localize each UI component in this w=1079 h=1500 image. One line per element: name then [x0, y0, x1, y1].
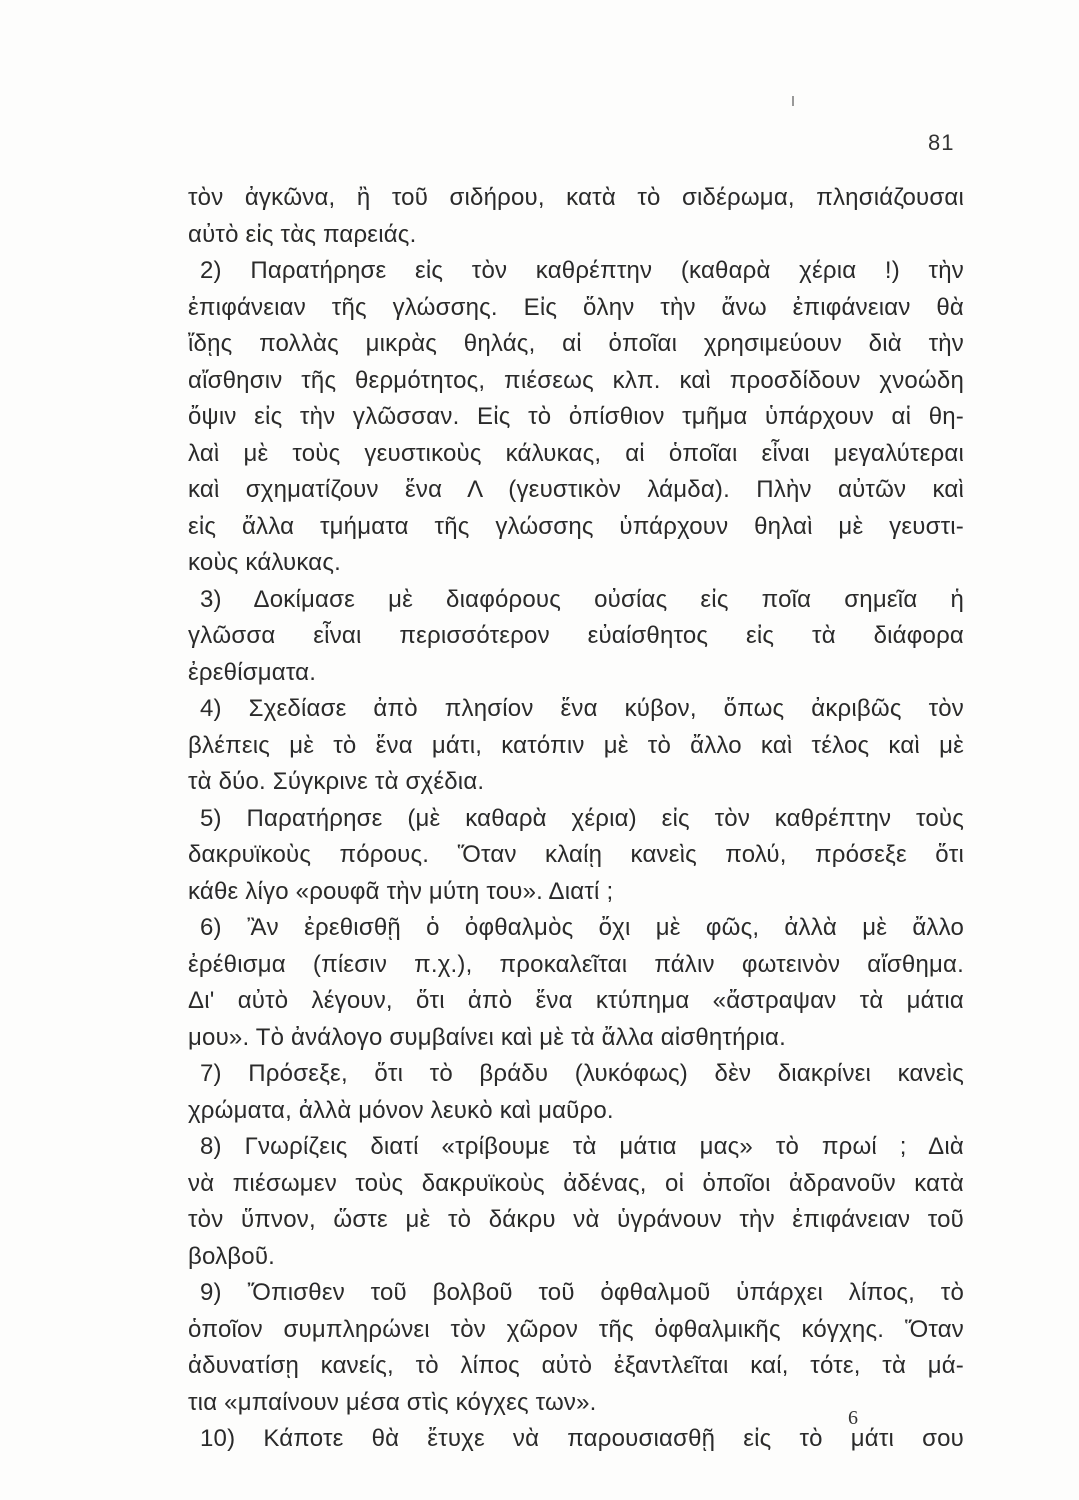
- text-line: νὰ πιέσωμεν τοὺς δακρυϊκοὺς ἀδένας, οἱ ὁποῖοι ἀδρανοῦν κατὰ: [188, 1169, 964, 1197]
- body-text: [188, 180, 964, 1458]
- text-line: καὶ σχηματίζουν ἕνα Λ (γευστικὸν λάμδα). Πλὴν αὐτῶν καὶ: [188, 476, 964, 503]
- text-line: 2) Παρατήρησε εἰς τὸν καθρέπτην (καθαρὰ χέρια !) τὴν: [200, 257, 964, 284]
- text-line: ὄψιν εἰς τὴν γλῶσσαν. Εἰς τὸ ὀπίσθιον τμῆμα ὑπάρχουν αἱ θη-: [188, 403, 964, 430]
- text-line: ἀδυνατίσῃ κανείς, τὸ λίπος αὐτὸ ἐξαντλεῖται καί, τότε, τὰ μά-: [188, 1352, 964, 1379]
- text-line: τια «μπαίνουν μέσα στὶς κόγχες των».: [188, 1388, 597, 1416]
- text-line: γλῶσσα εἶναι περισσότερον εὐαίσθητος εἰς τὰ διάφορα: [188, 622, 964, 649]
- text-line: ἐρέθισμα (πίεσιν π.χ.), προκαλεῖται πάλιν φωτεινὸν αἴσθημα.: [188, 950, 964, 978]
- printer-signature-mark: 6: [848, 1407, 858, 1429]
- text-line: δακρυϊκοὺς πόρους. Ὅταν κλαίῃ κανεὶς πολύ, πρόσεξε ὅτι: [188, 841, 964, 868]
- text-line: ὁποῖον συμπληρώνει τὸν χῶρον τῆς ὀφθαλμικῆς κόγχης. Ὅταν: [188, 1315, 964, 1343]
- text-line: μου». Τὸ ἀνάλογο συμβαίνει καὶ μὲ τὰ ἄλλα αἰσθητήρια.: [188, 1023, 786, 1051]
- text-line: 5) Παρατήρησε (μὲ καθαρὰ χέρια) εἰς τὸν καθρέπτην τοὺς: [200, 804, 964, 832]
- text-line: χρώματα, ἀλλὰ μόνον λευκὸ καὶ μαῦρο.: [188, 1096, 614, 1124]
- text-line: αὐτὸ εἰς τὰς παρειάς.: [188, 220, 417, 248]
- text-line: λαὶ μὲ τοὺς γευστικοὺς κάλυκας, αἱ ὁποῖαι εἶναι μεγαλύτεραι: [188, 439, 964, 467]
- text-line: βλέπεις μὲ τὸ ἕνα μάτι, κατόπιν μὲ τὸ ἄλλο καὶ τέλος καὶ μὲ: [188, 731, 964, 759]
- text-line: εἰς ἄλλα τμήματα τῆς γλώσσης ὑπάρχουν θηλαὶ μὲ γευστι-: [188, 512, 964, 540]
- text-line: ἴδῃς πολλὰς μικρὰς θηλάς, αἱ ὁποῖαι χρησιμεύουν διὰ τὴν: [188, 330, 964, 357]
- text-line: βολβοῦ.: [188, 1242, 276, 1270]
- text-line: ἐπιφάνειαν τῆς γλώσσης. Εἰς ὅλην τὴν ἄνω ἐπιφάνειαν θὰ: [188, 293, 964, 321]
- text-line: 4) Σχεδίασε ἀπὸ πλησίον ἕνα κύβον, ὅπως ἀκριβῶς τὸν: [200, 695, 964, 722]
- text-line: 3) Δοκίμασε μὲ διαφόρους οὐσίας εἰς ποῖα σημεῖα ἡ: [200, 585, 964, 613]
- text-line: 7) Πρόσεξε, ὅτι τὸ βράδυ (λυκόφως) δὲν διακρίνει κανεὶς: [200, 1060, 964, 1087]
- text-line: κάθε λίγο «ρουφᾶ τὴν μύτη του». Διατί ;: [188, 877, 614, 905]
- text-line: 10) Κάποτε θὰ ἔτυχε νὰ παρουσιασθῇ εἰς τὸ μάτι σου: [200, 1425, 964, 1452]
- text-line: Δι' αὐτὸ λέγουν, ὅτι ἀπὸ ἕνα κτύπημα «ἄστραψαν τὰ μάτια: [188, 987, 964, 1014]
- text-line: ἐρεθίσματα.: [188, 658, 317, 686]
- text-line: κοὺς κάλυκας.: [188, 549, 341, 576]
- page-number: 81: [928, 130, 955, 155]
- text-line: 8) Γνωρίζεις διατί «τρίβουμε τὰ μάτια μας» τὸ πρωί ; Διὰ: [200, 1133, 964, 1160]
- text-line: τὰ δύο. Σύγκρινε τὰ σχέδια.: [188, 768, 485, 795]
- text-line: 9) Ὄπισθεν τοῦ βολβοῦ τοῦ ὀφθαλμοῦ ὑπάρχει λίπος, τὸ: [200, 1279, 964, 1306]
- text-line: τὸν ὕπνον, ὥστε μὲ τὸ δάκρυ νὰ ὑγράνουν τὴν ἐπιφάνειαν τοῦ: [188, 1206, 964, 1233]
- text-line: τὸν ἀγκῶνα, ἢ τοῦ σιδήρου, κατὰ τὸ σιδέρωμα, πλησιάζουσαι: [188, 184, 964, 211]
- scan-speck: [792, 96, 794, 106]
- text-line: 6) Ἂν ἐρεθισθῇ ὁ ὀφθαλμὸς ὄχι μὲ φῶς, ἀλλὰ μὲ ἄλλο: [200, 914, 964, 941]
- text-line: αἴσθησιν τῆς θερμότητος, πιέσεως κλπ. καὶ προσδίδουν χνοώδη: [188, 366, 964, 394]
